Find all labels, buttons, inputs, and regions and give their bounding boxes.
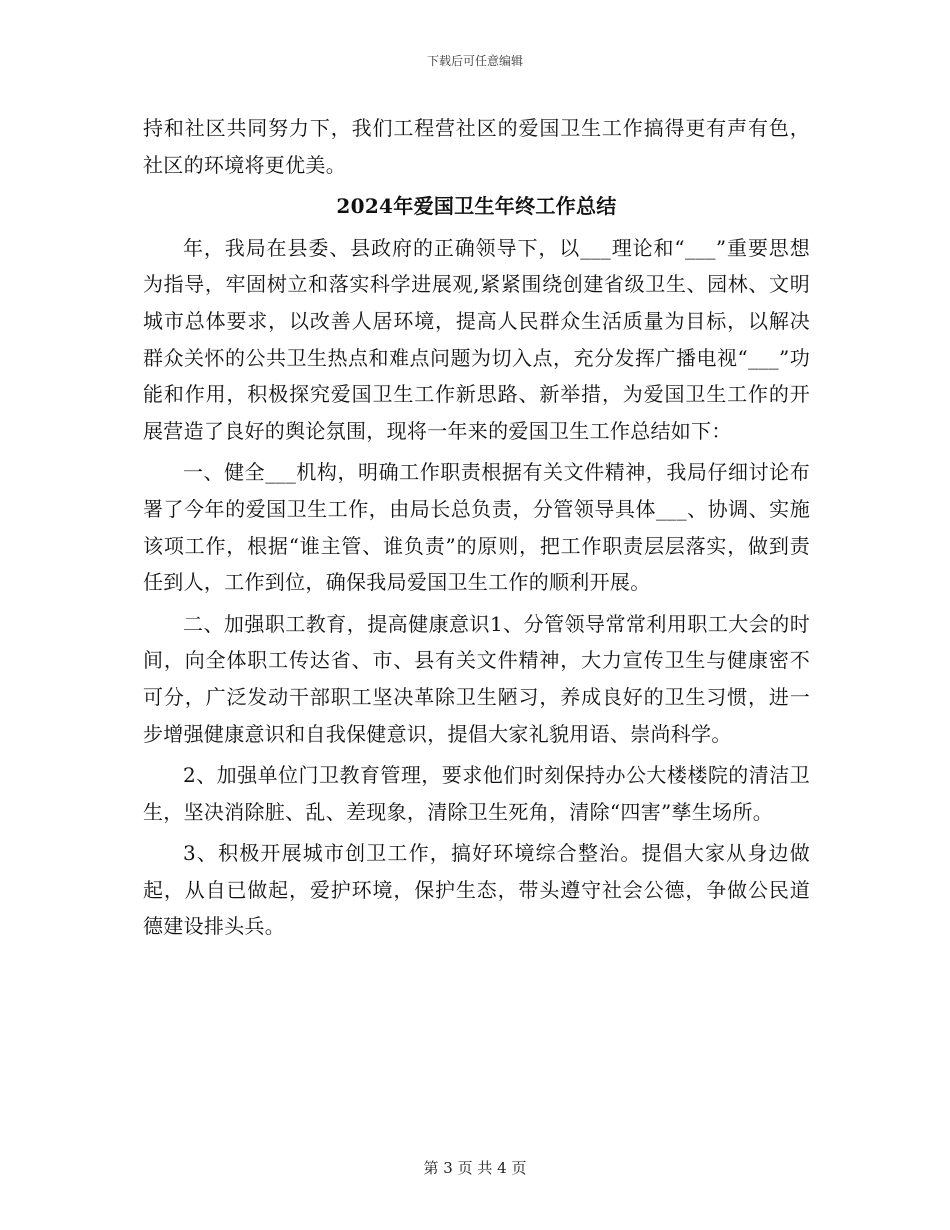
page-number: 第 3 页 共 4 页	[423, 1159, 527, 1177]
paragraph-section-2: 二、加强职工教育，提高健康意识1、分管领导常常利用职工大会的时间，向全体职工传达省、市、县有关文件精神，大力宣传卫生与健康密不可分，广泛发动干部职工坚决革除卫生陋习，养成良好的卫生习惯，进一步增强健康意识和自我保健意识，提倡大家礼貌用语、崇尚科学。	[143, 611, 810, 746]
paragraph-item-3: 3、积极开展城市创卫工作，搞好环境综合整治。提倡大家从身边做起，从自已做起，爱护环境，保护生态，带头遵守社会公德，争做公民道德建设排头兵。	[143, 841, 810, 939]
page-header-note: 下载后可任意编辑	[426, 54, 523, 68]
document-title: 2024年爱国卫生年终工作总结	[336, 194, 617, 219]
paragraph-item-2: 2、加强单位门卫教育管理，要求他们时刻保持办公大楼楼院的清洁卫生，坚决消除脏、乱、差现象，清除卫生死角，清除“四害”孳生场所。	[143, 763, 810, 824]
intro-paragraph: 持和社区共同努力下，我们工程营社区的爱国卫生工作搞得更有声有色，社区的环境将更优美。	[143, 116, 810, 177]
paragraph-section-1: 一、健全___机构，明确工作职责根据有关文件精神，我局仔细讨论布署了今年的爱国卫生工作，由局长总负责，分管领导具体___、协调、实施该项工作，根据“谁主管、谁负责”的原则，把工作职责层层落实，做到责任到人，工作到位，确保我局爱国卫生工作的顺利开展。	[143, 460, 810, 595]
document-body	[143, 110, 810, 950]
paragraph-overview: 年，我局在县委、县政府的正确领导下，以___理论和“___”重要思想为指导，牢固树立和落实科学进展观,紧紧围绕创建省级卫生、园林、文明城市总体要求，以改善人居环境，提高人民群众生活质量为目标，以解决群众关怀的公共卫生热点和难点问题为切入点，充分发挥广播电视“___”功能和作用，积极探究爱国卫生工作新思路、新举措，为爱国卫生工作的开展营造了良好的舆论氛围，现将一年来的爱国卫生工作总结如下：	[143, 235, 810, 443]
